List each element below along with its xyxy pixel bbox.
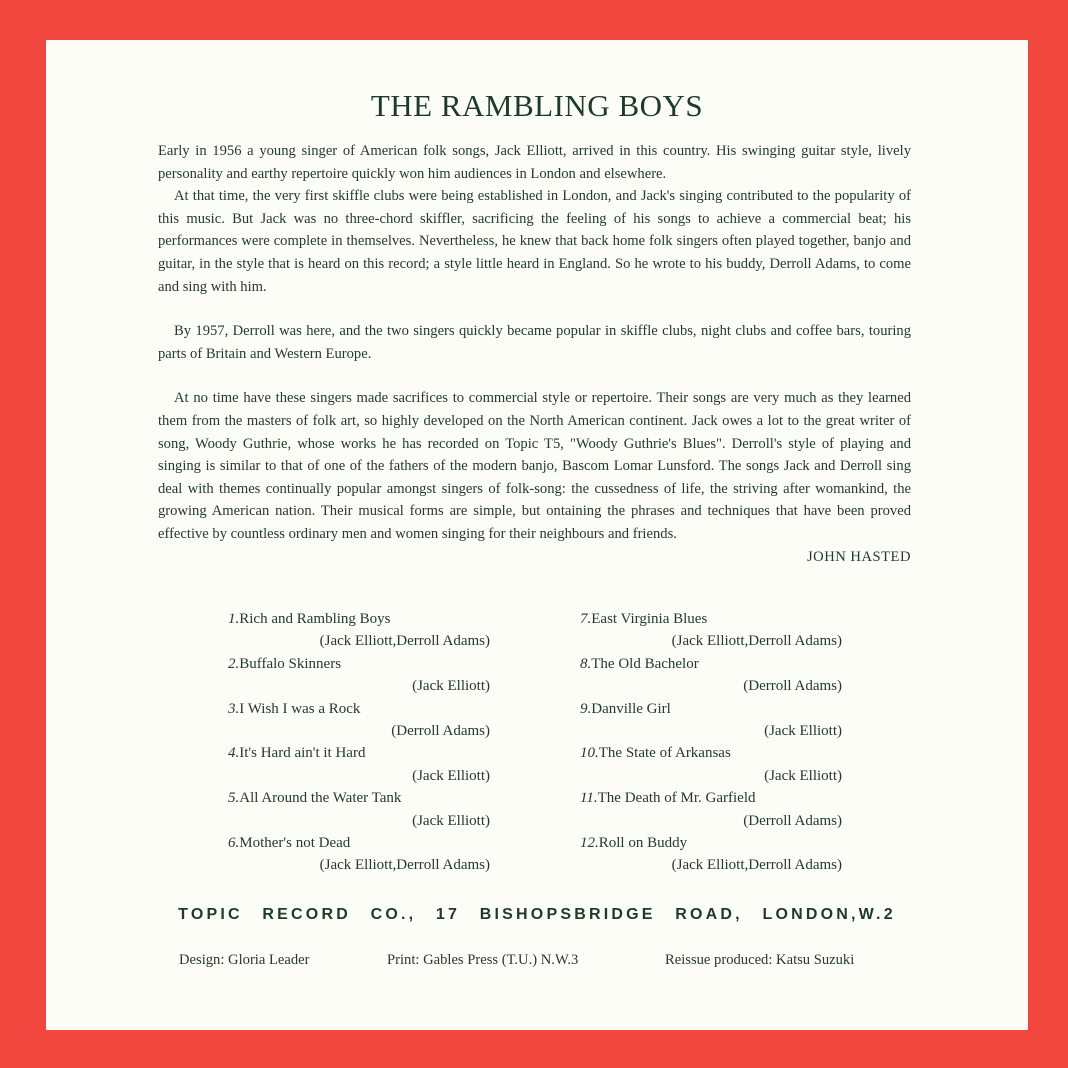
- track-title: The Death of Mr. Garfield: [597, 790, 756, 807]
- track-number: 8.: [580, 655, 592, 672]
- track-item: [580, 742, 842, 787]
- track-title: Buffalo Skinners: [239, 655, 342, 672]
- track-artist: (Jack Elliott): [412, 678, 490, 695]
- track-item: [228, 832, 490, 877]
- track-artist: (Jack Elliott): [764, 723, 842, 740]
- track-artist: (Jack Elliott,Derroll Adams): [671, 857, 842, 874]
- track-title: Roll on Buddy: [598, 835, 688, 852]
- liner-notes-sheet: [46, 40, 1028, 1030]
- track-title: I Wish I was a Rock: [239, 700, 361, 717]
- track-title: The Old Bachelor: [591, 655, 699, 672]
- track-artist: (Jack Elliott): [412, 767, 490, 784]
- track-title: Mother's not Dead: [239, 835, 351, 852]
- track-title: All Around the Water Tank: [239, 790, 402, 807]
- track-artist: (Derroll Adams): [743, 678, 842, 695]
- track-item: [228, 742, 490, 787]
- track-item: [580, 653, 842, 698]
- track-item: [580, 698, 842, 743]
- track-item: [228, 698, 490, 743]
- album-title: THE RAMBLING BOYS: [370, 88, 704, 123]
- track-item: [580, 608, 842, 653]
- track-number: 5.: [228, 790, 240, 807]
- track-number: 7.: [580, 611, 592, 627]
- track-item: [580, 832, 842, 877]
- track-title: The State of Arkansas: [598, 745, 731, 762]
- notes-paragraph-4: At no time have these singers made sacrifices to commercial style or repertoire. Their songs are very much as they learned them from the masters of folk art, so highly developed on the North American continent. Jack owes a lot to the great writer of song, Woody Guthrie, whose works he has recorded on Topic T5, "Woody Guthrie's Blues". Derroll's style of playing and singing is similar to that of one of the fathers of the modern banjo, Bascom Lomar Lunsford. The songs Jack and Derroll sing deal with themes continually popular amongst singers of folk-song: the cussedness of life, the striving after womankind, the growing American nation. Their musical forms are simple, but ontaining the phrases and techniques that have been proved effective by countless ordinary men and women singing for their neighbours and friends.: [158, 390, 911, 542]
- track-artist: (Derroll Adams): [391, 723, 490, 740]
- notes-paragraph-1: Early in 1956 a young singer of American folk songs, Jack Elliott, arrived in this country. His swinging guitar style, lively personality and earthy repertoire quickly won him audiences in London and elsewhere.: [158, 143, 911, 182]
- track-number: 6.: [228, 835, 240, 852]
- track-item: [580, 787, 842, 832]
- reissue-credit: Reissue produced: Katsu Suzuki: [665, 952, 855, 968]
- track-item: [228, 608, 490, 653]
- notes-paragraph-2: At that time, the very first skiffle clubs were being established in London, and Jack's singing contributed to the popularity of this music. But Jack was no three-chord skiffler, sacrificing the feeling of his songs to achieve a commercial beat; his performances were complete in themselves. Nevertheless, he knew that back home folk singers often played together, banjo and guitar, in the style that is heard on this record; a style little heard in England. So he wrote to his buddy, Derroll Adams, to come and sing with him.: [158, 188, 911, 295]
- print-credit: Print: Gables Press (T.U.) N.W.3: [387, 952, 579, 968]
- track-number: 11.: [580, 790, 598, 807]
- tracklist-side-one: [228, 608, 490, 877]
- track-number: 9.: [580, 700, 592, 717]
- track-artist: (Jack Elliott,Derroll Adams): [319, 633, 490, 650]
- track-item: [228, 653, 490, 698]
- tracklist-side-two: [580, 608, 842, 877]
- track-title: Rich and Rambling Boys: [239, 611, 391, 627]
- track-title: It's Hard ain't it Hard: [239, 745, 366, 762]
- track-artist: (Jack Elliott,Derroll Adams): [319, 857, 490, 874]
- track-artist: (Jack Elliott): [412, 812, 490, 829]
- publisher-address: TOPIC RECORD CO., 17 BISHOPSBRIDGE ROAD, LONDON,W.2: [178, 906, 896, 923]
- track-artist: (Derroll Adams): [743, 812, 842, 829]
- track-artist: (Jack Elliott,Derroll Adams): [671, 633, 842, 650]
- track-number: 1.: [228, 611, 240, 627]
- track-number: 12.: [580, 835, 599, 852]
- track-number: 2.: [228, 655, 240, 672]
- liner-notes: [158, 140, 911, 568]
- notes-paragraph-3: By 1957, Derroll was here, and the two singers quickly became popular in skiffle clubs, night clubs and coffee bars, touring parts of Britain and Western Europe.: [158, 323, 911, 362]
- track-number: 10.: [580, 745, 599, 762]
- track-number: 3.: [228, 700, 240, 717]
- design-credit: Design: Gloria Leader: [179, 952, 310, 968]
- track-title: Danville Girl: [591, 700, 671, 717]
- track-item: [228, 787, 490, 832]
- notes-author: JOHN HASTED: [806, 548, 911, 565]
- track-artist: (Jack Elliott): [764, 767, 842, 784]
- track-number: 4.: [228, 745, 240, 762]
- track-title: East Virginia Blues: [591, 611, 708, 627]
